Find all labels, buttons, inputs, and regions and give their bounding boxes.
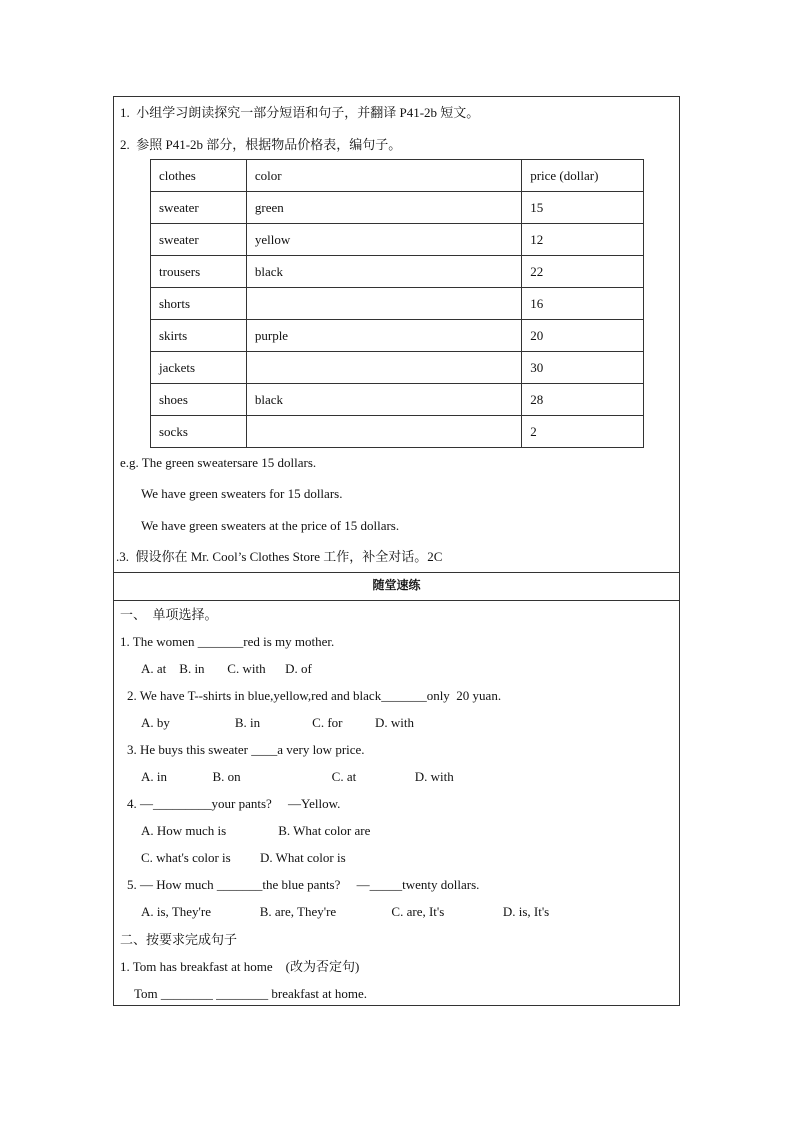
question-5-options: A. is, They're B. are, They're C. are, It's D. is, It's — [141, 904, 550, 919]
table-cell: 16 — [522, 288, 644, 320]
table-cell: trousers — [151, 256, 247, 288]
question-1-options: A. at B. in C. with D. of — [141, 661, 312, 676]
table-cell: sweater — [151, 224, 247, 256]
table-row — [151, 256, 644, 288]
table-cell — [246, 352, 521, 384]
sentence-1-answer: Tom ________ ________ breakfast at home. — [134, 986, 368, 1001]
task-3: .3. 假设你在 Mr. Cool’s Clothes Store 工作，补全对话。2C — [116, 549, 443, 564]
question-5: 5. — How much _______the blue pants? —_____twenty dollars. — [127, 877, 480, 892]
table-row — [151, 352, 644, 384]
table-cell: shoes — [151, 384, 247, 416]
table-cell: 20 — [522, 320, 644, 352]
divider — [114, 600, 679, 601]
table-cell: color — [246, 160, 521, 192]
table-row — [151, 416, 644, 448]
table-cell: skirts — [151, 320, 247, 352]
example-3: We have green sweaters at the price of 15 dollars. — [141, 518, 400, 533]
table-cell: sweater — [151, 192, 247, 224]
table-cell: 28 — [522, 384, 644, 416]
table-row — [151, 288, 644, 320]
table-cell: 12 — [522, 224, 644, 256]
table-cell: yellow — [246, 224, 521, 256]
table-row — [151, 384, 644, 416]
section-title: 随堂速练 — [372, 578, 421, 592]
divider — [114, 572, 679, 573]
table-row — [151, 320, 644, 352]
example-1: e.g. The green sweatersare 15 dollars. — [120, 455, 317, 470]
question-3-options: A. in B. on C. at D. with — [141, 769, 454, 784]
table-cell: green — [246, 192, 521, 224]
table-row — [151, 192, 644, 224]
task-2: 2. 参照 P41-2b 部分，根据物品价格表，编句子。 — [120, 137, 402, 152]
example-2: We have green sweaters for 15 dollars. — [141, 486, 343, 501]
table-cell: socks — [151, 416, 247, 448]
table-cell: 30 — [522, 352, 644, 384]
question-4: 4. —_________your pants? —Yellow. — [127, 796, 341, 811]
table-cell: 22 — [522, 256, 644, 288]
table-header-row — [151, 160, 644, 192]
question-2-options: A. by B. in C. for D. with — [141, 715, 414, 730]
price-table — [150, 159, 644, 448]
heading-complete-sentences: 二、按要求完成句子 — [120, 932, 238, 947]
table-cell: price (dollar) — [522, 160, 644, 192]
table-cell: black — [246, 256, 521, 288]
question-2: 2. We have T--shirts in blue,yellow,red and black_______only 20 yuan. — [127, 688, 502, 703]
worksheet-frame — [113, 96, 680, 1006]
task-1: 1. 小组学习朗读探究一部分短语和句子，并翻译 P41-2b 短文。 — [120, 105, 480, 120]
table-cell: black — [246, 384, 521, 416]
table-cell: 15 — [522, 192, 644, 224]
table-cell: shorts — [151, 288, 247, 320]
table-cell: jackets — [151, 352, 247, 384]
question-4-options-ab: A. How much is B. What color are — [141, 823, 371, 838]
table-cell: clothes — [151, 160, 247, 192]
question-4-options-cd: C. what's color is D. What color is — [141, 850, 346, 865]
question-3: 3. He buys this sweater ____a very low price. — [127, 742, 365, 757]
table-cell: purple — [246, 320, 521, 352]
heading-multiple-choice: 一、 单项选择。 — [120, 607, 218, 622]
sentence-1: 1. Tom has breakfast at home (改为否定句) — [120, 959, 360, 974]
question-1: 1. The women _______red is my mother. — [120, 634, 335, 649]
table-cell — [246, 416, 521, 448]
table-cell — [246, 288, 521, 320]
table-row — [151, 224, 644, 256]
table-cell: 2 — [522, 416, 644, 448]
